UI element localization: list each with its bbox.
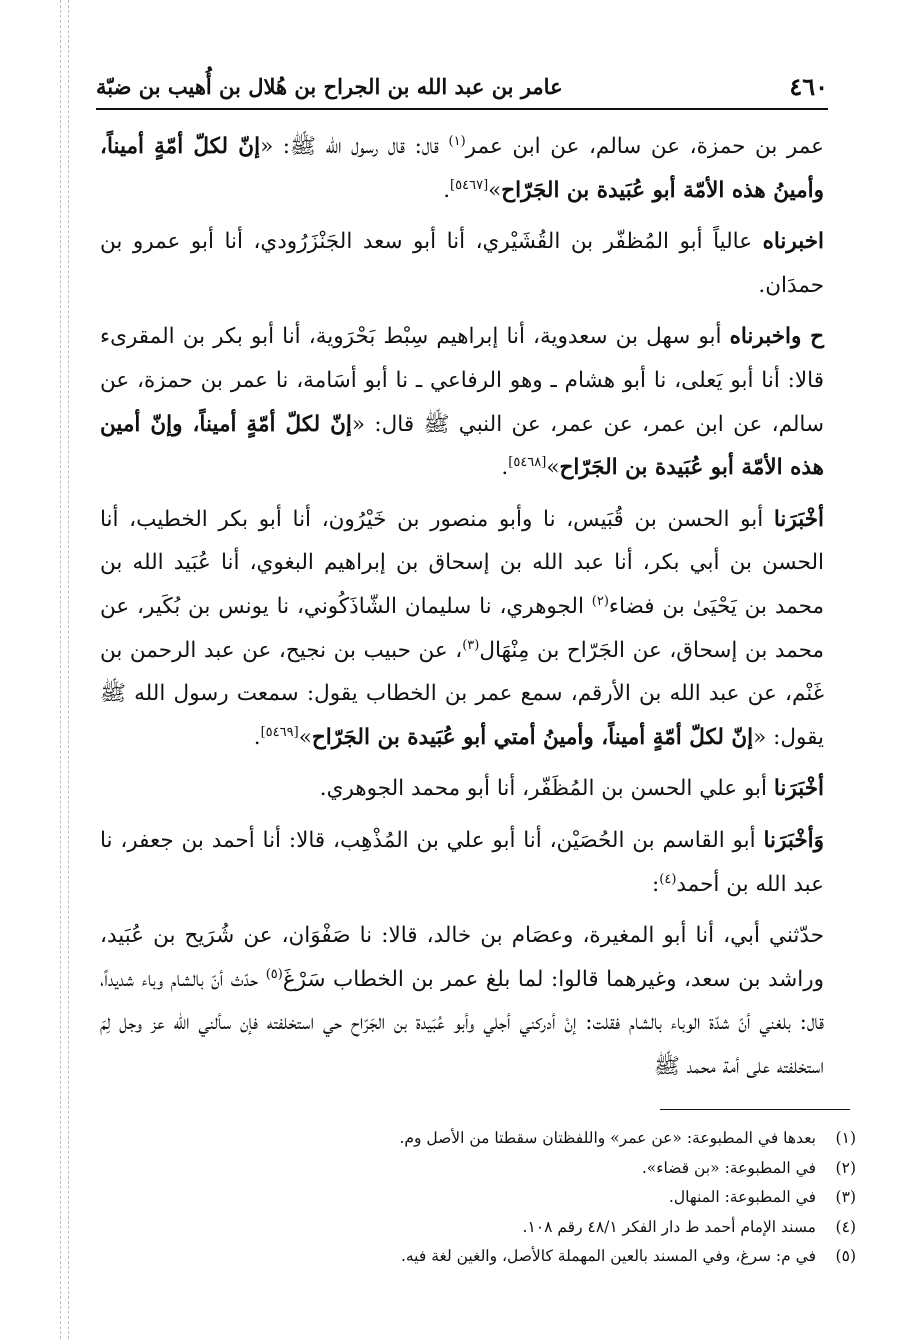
footnote-text: في م: سرغ، وفي المسند بالعين المهملة كالأصل، والغين لغة فيه.	[400, 1247, 816, 1265]
footnote-number: (٤)	[835, 1217, 856, 1236]
emphasized-text: ح واخبرناه	[729, 324, 824, 350]
paragraph	[100, 914, 824, 1088]
text-run: :	[652, 871, 660, 897]
footnote	[100, 1242, 856, 1272]
reference-marker: (١)	[448, 133, 466, 149]
main-text	[100, 125, 824, 1096]
emphasized-text: إنّ لكلّ أمّةٍ أميناً، وأمينُ أمتي أبو عُبَيدة بن الجَرّاح	[311, 724, 754, 750]
reference-marker: (٥)	[265, 966, 283, 982]
text-run: قال: قال رسول الله ﷺ: «	[260, 134, 449, 159]
scan-artifact-line	[68, 0, 69, 1339]
text-run: حدّث أنّ بالشام وباء شديداً، قال: بلغني أنّ شدّة الوباء بالشام فقلت: إنْ أدركني أجلي وأبو عُبَيدة بن الجَرّاح حي استخلفته فإن سألني الله عز وجل لِمَ استخلفته على أمة محمد ﷺ	[100, 966, 824, 1079]
footnote-number: (٥)	[835, 1247, 856, 1265]
footnote-divider	[660, 1109, 850, 1110]
text-run: أبو القاسم بن الحُصَيْن، أنا أبو علي بن المُذْهِب، قالا: أنا أحمد بن جعفر، نا عبد الله بن أحمد	[100, 827, 824, 897]
paragraph	[100, 498, 824, 760]
emphasized-text: وَأخْبَرَنا	[763, 827, 824, 853]
text-run: أبو الحسن بن قُبَيس، نا وأبو منصور بن خَيْرُون، أنا أبو بكر الخطيب، أنا الحسن بن أبي بكر، أنا عبد الله بن إسحاق بن إبراهيم البغوي، أنا عُبَيد الله بن محمد بن يَحْيَىٰ بن فضاء	[100, 506, 824, 619]
footnote-text: مسند الإمام أحمد ط دار الفكر ٤٨/١ رقم ١٠٨.	[522, 1217, 816, 1236]
footnote-number: (٢)	[835, 1158, 856, 1177]
text-run: ، عن حبيب بن نجيح، عن عبد الرحمن بن غَنْم، عن عبد الله بن الأرقم، سمع عمر بن الخطاب يقول: سمعت رسول الله ﷺ يقول: «	[100, 637, 824, 750]
page-header	[96, 64, 828, 110]
scan-artifact-line	[60, 0, 61, 1339]
text-run: الجوهري، نا سليمان الشّاذَكُوني، نا يونس بن بُكَير، عن محمد بن إسحاق، عن الجَرّاح بن مِنْهَال	[100, 593, 824, 663]
emphasized-text: إنّ لكلّ أمّةٍ أميناً، وأمينُ هذه الأمّة أبو عُبَيدة بن الجَرّاح	[100, 134, 824, 203]
text-run: »	[488, 177, 502, 203]
paragraph	[100, 220, 824, 307]
emphasized-text: أخْبَرَنا	[773, 776, 824, 802]
text-run: .	[501, 455, 509, 481]
paragraph	[100, 125, 824, 212]
footnote	[100, 1154, 856, 1184]
footnote-text: في المطبوعة: «بن قضاء».	[641, 1158, 816, 1177]
paragraph	[100, 767, 824, 811]
emphasized-text: إنّ لكلّ أمّةٍ أميناً، وإنّ أمين هذه الأمّة أبو عُبَيدة بن الجَرّاح	[100, 411, 824, 481]
paragraph	[100, 315, 824, 489]
footnote	[100, 1213, 856, 1243]
reference-marker: (٤)	[659, 871, 677, 887]
footnote-number: (٣)	[835, 1188, 856, 1206]
text-run: أبو علي الحسن بن المُظَفّر، أنا أبو محمد الجوهري.	[319, 776, 774, 802]
text-run: عالياً أبو المُظفّر بن القُشَيْري، أنا أبو سعد الجَنْزَرُودي، أنا أبو عمرو بن حمدَان.	[100, 229, 824, 298]
text-run: »	[298, 724, 312, 750]
footnotes	[100, 1124, 856, 1272]
reference-marker: [٥٤٦٨]	[508, 455, 547, 470]
text-run: عمر بن حمزة، عن سالم، عن ابن عمر	[465, 134, 824, 159]
emphasized-text: اخبرناه	[762, 229, 824, 255]
text-run: حدّثني أبي، أنا أبو المغيرة، وعصَام بن خالد، قالا: نا صَفْوَان، عن شُرَيح بن عُبَيد، وراشد بن سعد، وغيرهما قالوا: لما بلغ عمر بن الخطاب سَرْغَ	[100, 923, 824, 992]
reference-marker: [٥٤٦٩]	[260, 724, 299, 740]
footnote	[100, 1183, 856, 1213]
footnote	[100, 1124, 856, 1154]
footnote-text: في المطبوعة: المنهال.	[668, 1188, 816, 1206]
running-title: عامر بن عبد الله بن الجراح بن هُلال بن أُهيب بن ضبّة	[96, 74, 563, 99]
page-number: ٤٦٠	[789, 72, 828, 101]
emphasized-text: أخْبَرَنا	[773, 506, 824, 532]
footnote-text: بعدها في المطبوعة: «عن عمر» واللفظتان سقطتا من الأصل وم.	[399, 1129, 816, 1147]
reference-marker: (٣)	[462, 637, 480, 653]
paragraph	[100, 819, 824, 906]
text-run: »	[546, 455, 560, 481]
reference-marker: [٥٤٦٧]	[450, 177, 489, 193]
text-run: أبو سهل بن سعدوية، أنا إبراهيم سِبْط بَحْرَوية، أنا أبو بكر بن المقرىء قالا: أنا أبو يَعلى، نا أبو هشام ـ وهو الرفاعي ـ نا أبو أسَامة، نا عمر بن حمزة، عن سالم، عن ابن عمر، عن عمر، عن النبي ﷺ قال: «	[100, 324, 825, 437]
reference-marker: (٢)	[591, 593, 609, 609]
footnote-number: (١)	[835, 1129, 856, 1147]
text-run: .	[253, 724, 261, 750]
text-run: .	[443, 177, 451, 203]
